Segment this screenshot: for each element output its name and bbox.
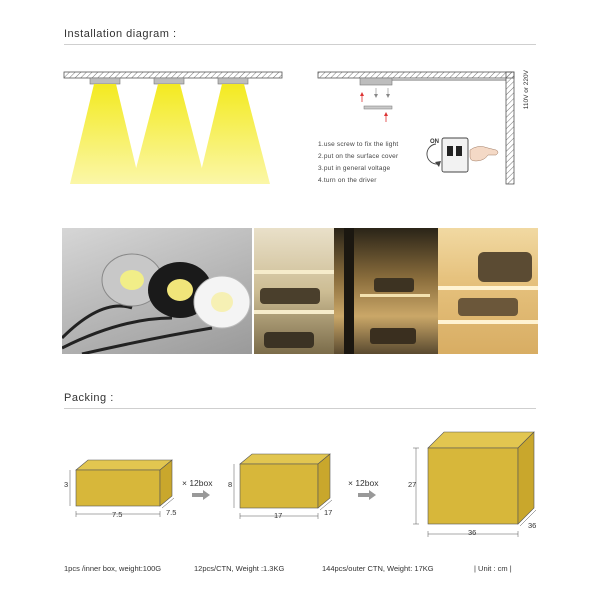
pack-label-inner: 1pcs /inner box, weight:100G [64, 564, 162, 573]
box2-height: 8 [228, 480, 233, 489]
step-4: 4.turn on the driver [318, 177, 377, 184]
pack-label-outer: 144pcs/outer CTN, Weight: 17KG [322, 564, 434, 573]
box2-width: 17 [274, 511, 283, 520]
arrow-right-icon [358, 490, 376, 500]
ceiling-lights-diagram [62, 68, 284, 188]
box3-width: 36 [468, 528, 477, 537]
light-fixture-2 [154, 78, 184, 84]
switch-on-label: ON [430, 139, 439, 145]
wall-switch [442, 138, 468, 172]
box3-depth: 36 [528, 521, 537, 530]
packing-title: Packing : [64, 392, 114, 404]
step-1: 1.use screw to fix the light [318, 141, 399, 148]
light-beam-1 [70, 84, 140, 184]
installation-title: Installation diagram : [64, 28, 177, 40]
box1-width: 7.5 [112, 510, 123, 519]
pack-label-unit: | Unit : cm | [474, 564, 512, 573]
light-fixture-3 [218, 78, 248, 84]
step-2: 2.put on the surface cover [318, 153, 399, 160]
display-case-photo-3 [438, 228, 538, 354]
step-3: 3.put in general voltage [318, 165, 391, 172]
box2-depth: 17 [324, 508, 333, 517]
box1-height: 3 [64, 480, 69, 489]
voltage-label: 110V or 220V [523, 70, 530, 110]
mount-plate [360, 78, 392, 85]
display-case-photo-1 [254, 228, 334, 354]
display-case-photo-2 [334, 228, 438, 354]
surface-cover [364, 106, 392, 109]
light-beam-3 [198, 84, 270, 184]
light-fixture-1 [90, 78, 120, 84]
box3-height: 27 [408, 480, 417, 489]
arrow-right-icon [192, 490, 210, 500]
packing-divider [64, 408, 536, 409]
hand-icon [470, 146, 498, 161]
product-photo [62, 228, 252, 354]
installation-divider [64, 44, 536, 45]
box1-depth: 7.5 [166, 508, 177, 517]
multiplier-2: × 12box [348, 478, 379, 488]
light-beam-2 [132, 84, 206, 184]
multiplier-1: × 12box [182, 478, 213, 488]
pack-label-carton: 12pcs/CTN, Weight :1.3KG [194, 564, 285, 573]
